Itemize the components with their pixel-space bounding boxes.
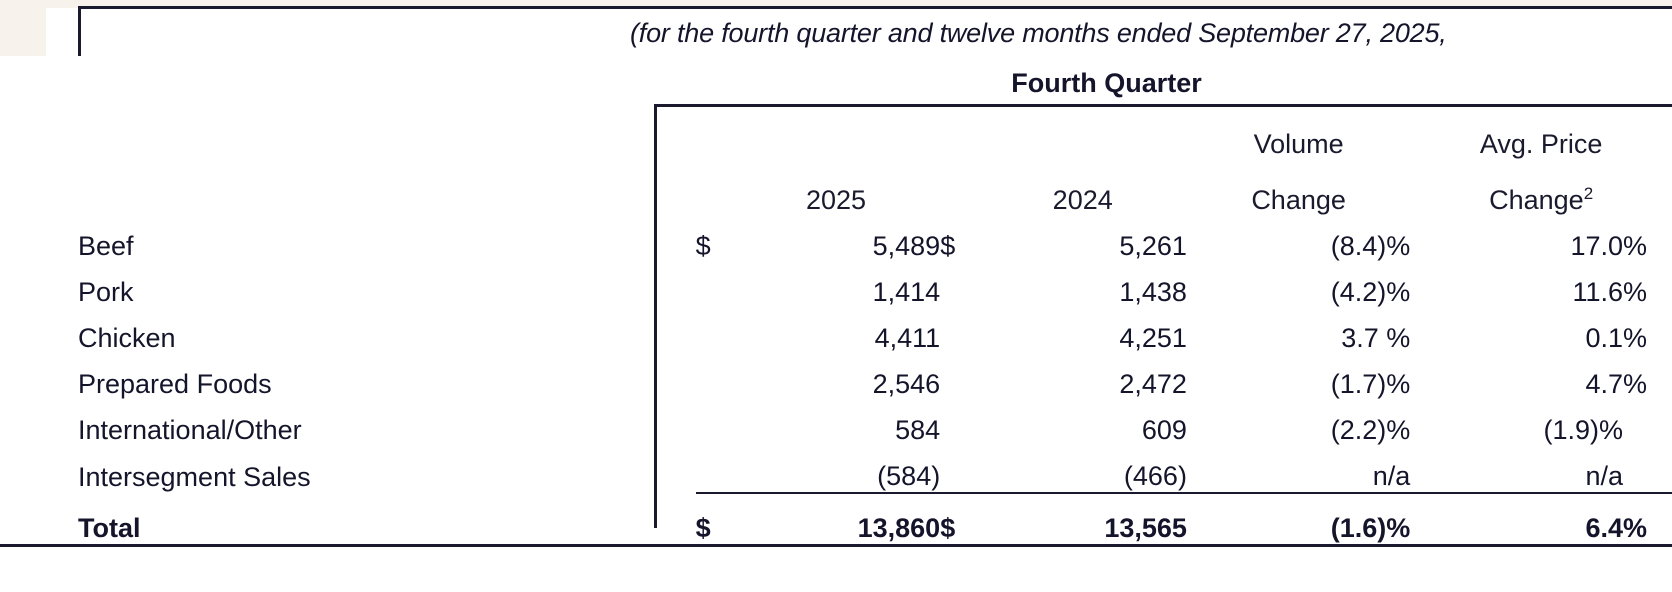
row-value-2025: 1,414 <box>872 277 941 307</box>
segment-sales-table <box>0 104 1672 547</box>
total-value-2024: 13,565 <box>978 493 1186 546</box>
total-value-2025: 13,860 <box>732 493 940 546</box>
table-row <box>0 216 1672 262</box>
row-currency-2025 <box>696 308 732 354</box>
row-currency-2024: $ <box>940 231 956 261</box>
row-currency-2024 <box>940 446 978 493</box>
table-row <box>0 262 1672 308</box>
row-currency-2025 <box>696 446 732 493</box>
header-year-2024: 2024 <box>1052 185 1113 215</box>
header-price-line2 <box>1410 160 1672 216</box>
total-price-percent-symbol: % <box>1623 493 1672 546</box>
bottom-rule-spacer <box>0 546 696 548</box>
row-price-percent-symbol: % <box>1623 231 1648 261</box>
row-currency-2024 <box>940 354 978 400</box>
header-year-2025: 2025 <box>805 185 867 215</box>
header-volume-line2: Change <box>1251 185 1346 215</box>
row-volume-change: (8.4)% <box>1330 231 1411 261</box>
header-row-top <box>0 104 1672 160</box>
row-currency-2024 <box>940 400 978 446</box>
row-value-2025: (584) <box>877 461 941 491</box>
row-label: Prepared Foods <box>78 369 272 399</box>
header-row-bottom <box>0 160 1672 216</box>
row-currency-2025 <box>696 262 732 308</box>
header-blank-label <box>0 104 696 160</box>
row-label: Beef <box>78 231 134 261</box>
header-price-change-text: Change <box>1489 185 1584 215</box>
total-label: Total <box>78 513 141 543</box>
row-currency-2025 <box>696 400 732 446</box>
row-price-percent-symbol: % <box>1623 369 1648 399</box>
header-price-line1: Avg. Price <box>1479 129 1603 159</box>
row-price-change: 17.0 <box>1570 231 1623 261</box>
table-subtitle: (for the fourth quarter and twelve months ended September 27, 2025, <box>630 18 1447 48</box>
row-price-percent-symbol: % <box>1623 277 1648 307</box>
row-price-percent-symbol: % <box>1623 323 1648 353</box>
header-blank-cur1-2 <box>696 160 732 216</box>
row-value-2024: 2,472 <box>1119 369 1187 399</box>
row-value-2024: (466) <box>1123 461 1187 491</box>
header-blank-2025 <box>732 104 940 160</box>
row-currency-2025: $ <box>695 231 711 261</box>
total-currency-2025: $ <box>696 493 732 546</box>
page-left-margin <box>0 0 46 56</box>
header-blank-cur2-2 <box>940 160 978 216</box>
row-value-2024: 609 <box>1141 415 1187 445</box>
header-volume-line1: Volume <box>1253 129 1344 159</box>
period-title: Fourth Quarter <box>1011 68 1202 98</box>
row-value-2025: 5,489 <box>872 231 941 261</box>
row-price-change: 4.7 <box>1585 369 1623 399</box>
row-volume-change: (4.2)% <box>1330 277 1411 307</box>
header-blank-cur1 <box>696 104 732 160</box>
row-value-2025: 2,546 <box>872 369 941 399</box>
table-row <box>0 400 1672 446</box>
row-value-2024: 4,251 <box>1119 323 1187 353</box>
row-price-change: (1.9)% <box>1543 415 1623 445</box>
row-currency-2024 <box>940 308 978 354</box>
total-row <box>0 493 1672 546</box>
row-price-change: n/a <box>1585 461 1623 491</box>
header-blank-2024 <box>978 104 1186 160</box>
row-price-percent-symbol <box>1623 446 1672 493</box>
total-price-change: 6.4 <box>1410 493 1623 546</box>
table-bottom-rule <box>0 546 1672 548</box>
row-currency-2025 <box>696 354 732 400</box>
row-price-percent-symbol <box>1623 400 1672 446</box>
row-label: Chicken <box>78 323 176 353</box>
row-label: International/Other <box>78 415 302 445</box>
row-value-2025: 584 <box>895 415 941 445</box>
row-value-2024: 1,438 <box>1119 277 1187 307</box>
total-currency-2024: $ <box>940 493 978 546</box>
row-currency-2024 <box>940 262 978 308</box>
table-row <box>0 354 1672 400</box>
table-row <box>0 446 1672 493</box>
header-blank-cur2 <box>940 104 978 160</box>
row-volume-change: (1.7)% <box>1330 369 1411 399</box>
row-label: Intersegment Sales <box>78 462 311 492</box>
row-value-2025: 4,411 <box>874 323 941 353</box>
row-volume-change: 3.7 % <box>1341 323 1411 353</box>
row-label: Pork <box>78 277 134 307</box>
total-volume-change: (1.6)% <box>1187 493 1410 546</box>
row-price-change: 0.1 <box>1585 323 1623 353</box>
header-price-footnote-marker: 2 <box>1583 184 1594 203</box>
bottom-rule-line <box>696 546 1672 548</box>
table-row <box>0 308 1672 354</box>
row-value-2024: 5,261 <box>1119 231 1187 261</box>
header-blank-label-2 <box>0 160 696 216</box>
row-volume-change: n/a <box>1372 461 1411 491</box>
row-volume-change: (2.2)% <box>1330 415 1411 445</box>
row-price-change: 11.6 <box>1572 277 1623 307</box>
